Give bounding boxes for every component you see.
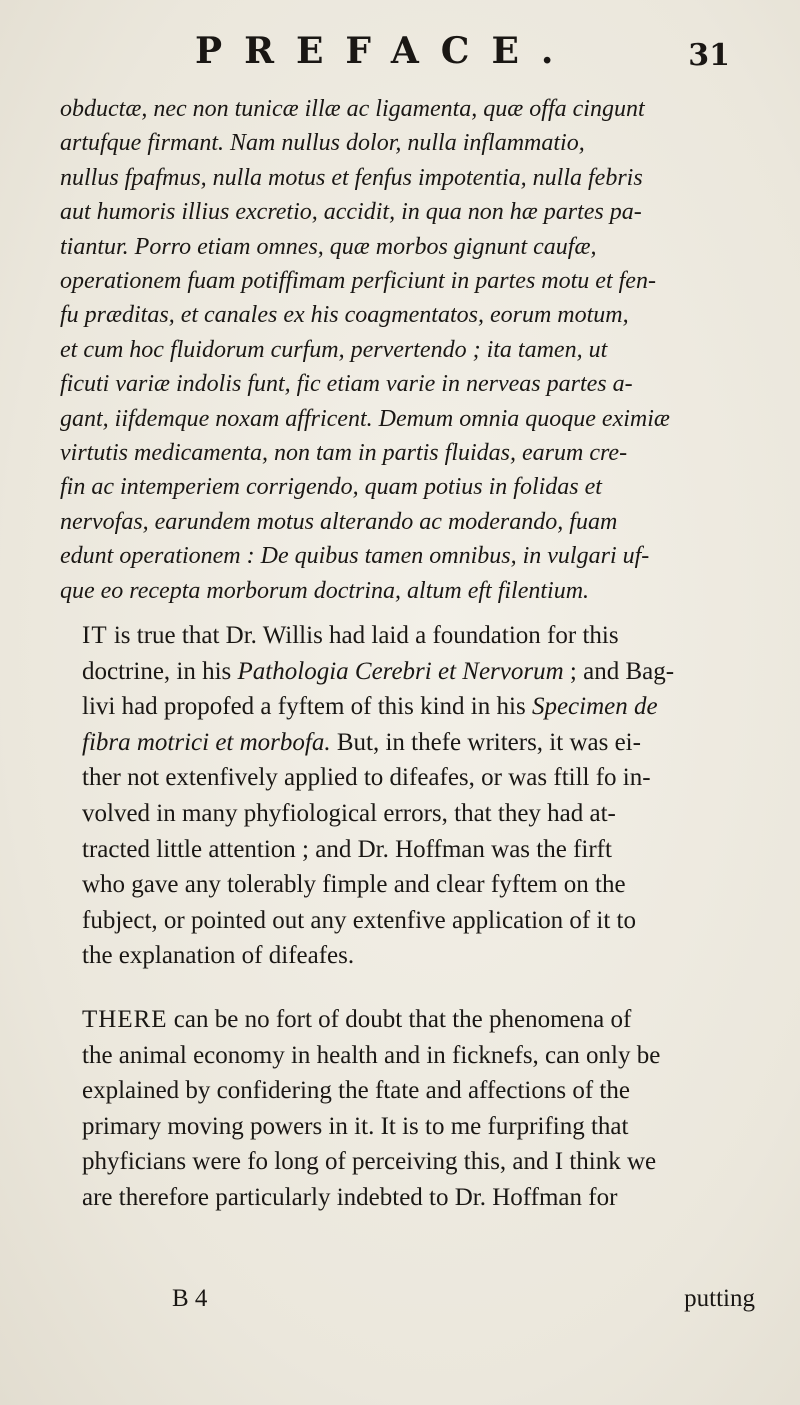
- paragraph-willis: [60, 618, 755, 974]
- paragraph-line: ther not extenfively applied to difeafes, or was ftill fo in-: [82, 764, 651, 792]
- paragraph-line: the animal economy in health and in ficknefs, can only be: [82, 1041, 661, 1069]
- paragraph-phenomena: [60, 1002, 755, 1216]
- latin-line: fin ac intemperiem corrigendo, quam potius in folidas et: [60, 474, 602, 501]
- paragraph-lead: THERE: [82, 1006, 168, 1034]
- latin-line: artufque firmant. Nam nullus dolor, nulla inflammatio,: [60, 130, 585, 157]
- paragraph-line: fubject, or pointed out any extenfive application of it to: [82, 906, 637, 934]
- paragraph-line: phyficians were fo long of perceiving this, and I think we: [82, 1148, 657, 1176]
- latin-line: virtutis medicamenta, non tam in partis fluidas, earum cre-: [60, 440, 628, 467]
- latin-line: fu præditas, et canales ex his coagmentatos, eorum motum,: [60, 302, 629, 329]
- paragraph-text: livi had propofed a fyftem of this kind in his: [82, 693, 532, 721]
- latin-line: operationem fuam potiffimam perficiunt in partes motu et fen-: [60, 268, 656, 295]
- paragraph-text: doctrine, in his: [82, 657, 238, 685]
- paragraph-lead: IT: [82, 622, 108, 650]
- latin-line: gant, iifdemque noxam affricent. Demum omnia quoque eximiæ: [60, 405, 670, 432]
- paragraph-line: volved in many phyfiological errors, that they had at-: [82, 800, 616, 828]
- paragraph-line: [60, 689, 755, 725]
- paragraph-line: who gave any tolerably fimple and clear fyftem on the: [82, 871, 626, 899]
- book-title: Pathologia Cerebri et Nervorum: [237, 657, 564, 685]
- latin-quotation: [60, 92, 755, 608]
- latin-line: et cum hoc fluidorum curfum, pervertendo ; ita tamen, ut: [60, 336, 608, 363]
- paragraph-line: [60, 618, 755, 654]
- paragraph-line: primary moving powers in it. It is to me furprifing that: [82, 1112, 629, 1140]
- latin-line: aut humoris illius excretio, accidit, in qua non hæ partes pa-: [60, 199, 642, 226]
- latin-line: que eo recepta morborum doctrina, altum eft filentium.: [60, 577, 590, 604]
- page-number: 31: [688, 38, 730, 73]
- paragraph-text: But, in thefe writers, it was ei-: [330, 728, 641, 756]
- latin-line: obductæ, nec non tunicæ illæ ac ligamenta, quæ offa cingunt: [60, 96, 645, 122]
- paragraph-line: tracted little attention ; and Dr. Hoffman was the firft: [82, 835, 612, 863]
- paragraph-text: is true that Dr. Willis had laid a foundation for this: [107, 622, 619, 650]
- running-title: PREFACE.: [195, 30, 576, 72]
- body-text: [60, 92, 755, 1216]
- signature-mark: B 4: [172, 1285, 208, 1312]
- book-title: Specimen de: [531, 693, 658, 721]
- catchword: putting: [684, 1285, 755, 1312]
- latin-line: edunt operationem : De quibus tamen omnibus, in vulgari uf-: [60, 543, 650, 570]
- latin-line: nullus fpafmus, nulla motus et fenfus impotentia, nulla febris: [60, 164, 643, 191]
- paragraph-text: can be no fort of doubt that the phenomena of: [167, 1006, 632, 1034]
- latin-line: tiantur. Porro etiam omnes, quæ morbos gignunt caufæ,: [60, 233, 597, 260]
- paragraph-line: explained by confidering the ftate and affections of the: [82, 1077, 630, 1105]
- book-title: fibra motrici et morbofa.: [82, 728, 331, 756]
- latin-line: nervofas, earundem motus alterando ac moderando, fuam: [60, 508, 618, 535]
- paragraph-line: [60, 725, 755, 761]
- paragraph-line: [60, 654, 755, 690]
- paragraph-line: the explanation of difeafes.: [82, 942, 355, 970]
- latin-line: ficuti variæ indolis funt, fic etiam varie in nerveas partes a-: [60, 371, 633, 398]
- paragraph-line: [60, 1002, 755, 1038]
- paragraph-text: ; and Bag-: [563, 657, 675, 685]
- paragraph-line: are therefore particularly indebted to Dr. Hoffman for: [82, 1184, 618, 1211]
